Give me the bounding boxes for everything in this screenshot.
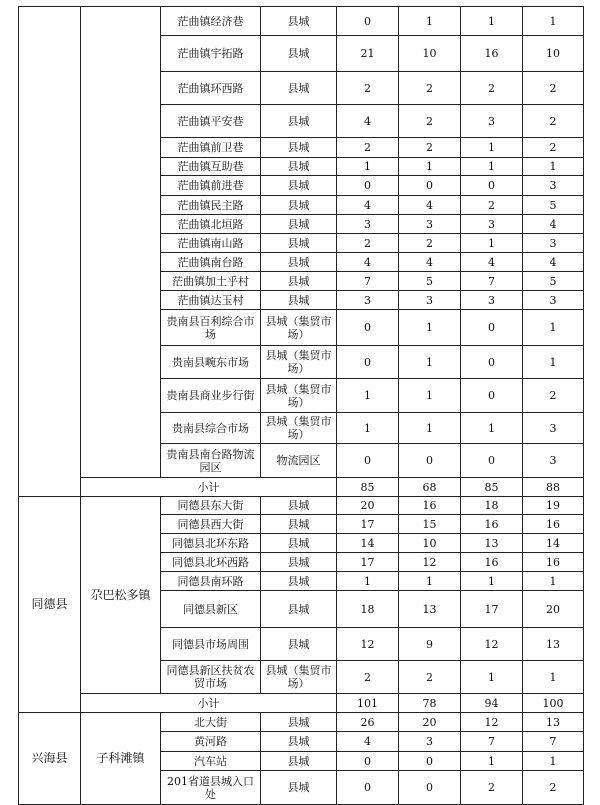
value-cell: 16 — [523, 515, 584, 534]
subtotal-value: 94 — [461, 694, 523, 713]
value-cell: 16 — [461, 36, 523, 72]
value-cell: 2 — [461, 72, 523, 105]
value-cell: 1 — [523, 346, 584, 379]
area-type-cell: 县城 — [261, 272, 337, 291]
location-cell: 同德县新区 — [161, 591, 261, 628]
value-cell: 1 — [337, 379, 399, 413]
subtotal-value: 100 — [523, 694, 584, 713]
value-cell: 12 — [337, 628, 399, 661]
value-cell: 1 — [337, 158, 399, 176]
value-cell: 1 — [461, 158, 523, 176]
area-type-cell: 县城 — [261, 105, 337, 138]
area-type-cell: 县城 — [261, 752, 337, 771]
value-cell: 12 — [461, 713, 523, 732]
value-cell: 1 — [461, 138, 523, 158]
value-cell: 3 — [399, 215, 461, 234]
subtotal-label: 小计 — [81, 478, 337, 497]
value-cell: 9 — [399, 628, 461, 661]
value-cell: 1 — [523, 158, 584, 176]
subtotal-row — [19, 694, 584, 713]
location-cell: 茫曲镇互助巷 — [161, 158, 261, 176]
location-cell: 茫曲镇南山路 — [161, 234, 261, 253]
value-cell: 2 — [461, 771, 523, 805]
location-cell: 贵南县综合市场 — [161, 413, 261, 444]
value-cell: 7 — [337, 272, 399, 291]
value-cell: 1 — [523, 661, 584, 694]
value-cell: 1 — [523, 572, 584, 591]
value-cell: 10 — [399, 36, 461, 72]
location-cell: 茫曲镇前卫巷 — [161, 138, 261, 158]
area-type-cell: 县城 — [261, 176, 337, 196]
value-cell: 18 — [461, 497, 523, 515]
location-cell: 同德县北环西路 — [161, 553, 261, 572]
area-type-cell: 县城 — [261, 591, 337, 628]
value-cell: 0 — [337, 346, 399, 379]
value-cell: 3 — [523, 444, 584, 478]
table-row — [19, 497, 584, 515]
value-cell: 16 — [461, 553, 523, 572]
area-type-cell: 县城 — [261, 732, 337, 752]
value-cell: 0 — [337, 444, 399, 478]
value-cell: 0 — [461, 444, 523, 478]
location-cell: 茫曲镇南台路 — [161, 253, 261, 272]
value-cell: 2 — [399, 138, 461, 158]
value-cell: 2 — [399, 72, 461, 105]
area-type-cell: 县城（集贸市场） — [261, 661, 337, 694]
table-row — [19, 7, 584, 36]
value-cell: 0 — [337, 752, 399, 771]
value-cell: 10 — [523, 36, 584, 72]
area-type-cell: 县城 — [261, 196, 337, 215]
location-cell: 茫曲镇加土乎村 — [161, 272, 261, 291]
value-cell: 1 — [461, 413, 523, 444]
area-type-cell: 县城 — [261, 713, 337, 732]
value-cell: 4 — [337, 105, 399, 138]
location-cell: 茫曲镇环西路 — [161, 72, 261, 105]
table-row — [19, 713, 584, 732]
location-cell: 茫曲镇经济巷 — [161, 7, 261, 36]
value-cell: 2 — [337, 661, 399, 694]
location-cell: 茫曲镇达玉村 — [161, 291, 261, 310]
value-cell: 1 — [461, 661, 523, 694]
value-cell: 2 — [523, 105, 584, 138]
value-cell: 1 — [399, 7, 461, 36]
location-cell: 同德县北环东路 — [161, 534, 261, 553]
value-cell: 1 — [461, 752, 523, 771]
value-cell: 4 — [523, 253, 584, 272]
location-cell: 同德县西大街 — [161, 515, 261, 534]
value-cell: 4 — [399, 196, 461, 215]
value-cell: 2 — [399, 234, 461, 253]
value-cell: 2 — [523, 72, 584, 105]
value-cell: 12 — [399, 553, 461, 572]
value-cell: 1 — [461, 572, 523, 591]
location-cell: 茫曲镇民主路 — [161, 196, 261, 215]
value-cell: 21 — [337, 36, 399, 72]
value-cell: 14 — [523, 534, 584, 553]
town-cell — [81, 7, 161, 478]
value-cell: 4 — [461, 253, 523, 272]
value-cell: 1 — [399, 346, 461, 379]
area-type-cell: 县城 — [261, 158, 337, 176]
town-cell: 尕巴松多镇 — [81, 497, 161, 694]
value-cell: 16 — [523, 553, 584, 572]
value-cell: 1 — [399, 413, 461, 444]
area-type-cell: 县城 — [261, 234, 337, 253]
area-type-cell: 县城 — [261, 771, 337, 805]
value-cell: 17 — [337, 553, 399, 572]
subtotal-value: 88 — [523, 478, 584, 497]
area-type-cell: 县城 — [261, 291, 337, 310]
value-cell: 13 — [461, 534, 523, 553]
value-cell: 1 — [523, 752, 584, 771]
value-cell: 5 — [523, 196, 584, 215]
location-cell: 同德县新区扶贫农贸市场 — [161, 661, 261, 694]
value-cell: 0 — [461, 379, 523, 413]
value-cell: 12 — [461, 628, 523, 661]
value-cell: 7 — [461, 732, 523, 752]
value-cell: 4 — [523, 215, 584, 234]
value-cell: 4 — [337, 196, 399, 215]
value-cell: 3 — [337, 215, 399, 234]
location-cell: 茫曲镇平安巷 — [161, 105, 261, 138]
area-type-cell: 县城 — [261, 215, 337, 234]
value-cell: 3 — [399, 291, 461, 310]
value-cell: 0 — [399, 176, 461, 196]
value-cell: 5 — [523, 272, 584, 291]
subtotal-value: 85 — [337, 478, 399, 497]
value-cell: 17 — [337, 515, 399, 534]
value-cell: 0 — [461, 346, 523, 379]
value-cell: 20 — [523, 591, 584, 628]
value-cell: 3 — [523, 413, 584, 444]
value-cell: 20 — [337, 497, 399, 515]
value-cell: 0 — [337, 176, 399, 196]
value-cell: 17 — [461, 591, 523, 628]
county-cell — [19, 7, 81, 497]
subtotal-row — [19, 478, 584, 497]
area-type-cell: 县城（集贸市场） — [261, 346, 337, 379]
area-type-cell: 县城 — [261, 515, 337, 534]
area-type-cell: 县城 — [261, 36, 337, 72]
value-cell: 3 — [461, 105, 523, 138]
value-cell: 2 — [337, 234, 399, 253]
area-type-cell: 县城 — [261, 7, 337, 36]
area-type-cell: 县城（集贸市场） — [261, 310, 337, 346]
value-cell: 4 — [337, 732, 399, 752]
value-cell: 3 — [523, 176, 584, 196]
value-cell: 1 — [399, 310, 461, 346]
value-cell: 0 — [461, 176, 523, 196]
value-cell: 1 — [399, 572, 461, 591]
location-cell: 贵南县商业步行街 — [161, 379, 261, 413]
value-cell: 0 — [337, 771, 399, 805]
location-cell: 同德县市场周围 — [161, 628, 261, 661]
value-cell: 0 — [399, 752, 461, 771]
value-cell: 1 — [523, 7, 584, 36]
value-cell: 18 — [337, 591, 399, 628]
area-type-cell: 物流园区 — [261, 444, 337, 478]
subtotal-value: 68 — [399, 478, 461, 497]
town-cell: 子科滩镇 — [81, 713, 161, 805]
value-cell: 0 — [337, 7, 399, 36]
value-cell: 10 — [399, 534, 461, 553]
value-cell: 0 — [399, 771, 461, 805]
location-cell: 贵南县百利综合市场 — [161, 310, 261, 346]
value-cell: 1 — [399, 379, 461, 413]
value-cell: 4 — [399, 253, 461, 272]
location-cell: 黄河路 — [161, 732, 261, 752]
location-cell: 贵南县南台路物流园区 — [161, 444, 261, 478]
value-cell: 2 — [337, 72, 399, 105]
location-cell: 北大街 — [161, 713, 261, 732]
county-cell: 兴海县 — [19, 713, 81, 805]
value-cell: 1 — [337, 572, 399, 591]
value-cell: 20 — [399, 713, 461, 732]
value-cell: 13 — [399, 591, 461, 628]
table-body — [19, 7, 584, 805]
value-cell: 15 — [399, 515, 461, 534]
value-cell: 0 — [399, 444, 461, 478]
area-type-cell: 县城 — [261, 497, 337, 515]
location-cell: 茫曲镇北垣路 — [161, 215, 261, 234]
value-cell: 3 — [461, 291, 523, 310]
value-cell: 0 — [461, 310, 523, 346]
value-cell: 2 — [523, 771, 584, 805]
area-type-cell: 县城 — [261, 253, 337, 272]
location-cell: 茫曲镇前进巷 — [161, 176, 261, 196]
value-cell: 19 — [523, 497, 584, 515]
value-cell: 2 — [523, 379, 584, 413]
location-cell: 贵南县畹东市场 — [161, 346, 261, 379]
value-cell: 4 — [337, 253, 399, 272]
value-cell: 16 — [399, 497, 461, 515]
subtotal-value: 101 — [337, 694, 399, 713]
area-type-cell: 县城 — [261, 572, 337, 591]
location-cell: 茫曲镇宇拓路 — [161, 36, 261, 72]
value-cell: 2 — [337, 138, 399, 158]
subtotal-value: 85 — [461, 478, 523, 497]
county-cell: 同德县 — [19, 497, 81, 713]
area-type-cell: 县城 — [261, 72, 337, 105]
area-type-cell: 县城 — [261, 534, 337, 553]
value-cell: 2 — [523, 138, 584, 158]
value-cell: 1 — [337, 413, 399, 444]
subtotal-label: 小计 — [81, 694, 337, 713]
value-cell: 0 — [337, 310, 399, 346]
value-cell: 7 — [523, 732, 584, 752]
area-type-cell: 县城（集贸市场） — [261, 413, 337, 444]
area-type-cell: 县城 — [261, 628, 337, 661]
value-cell: 16 — [461, 515, 523, 534]
value-cell: 14 — [337, 534, 399, 553]
value-cell: 5 — [399, 272, 461, 291]
value-cell: 26 — [337, 713, 399, 732]
value-cell: 1 — [461, 7, 523, 36]
value-cell: 13 — [523, 713, 584, 732]
value-cell: 1 — [399, 158, 461, 176]
value-cell: 3 — [461, 215, 523, 234]
area-type-cell: 县城 — [261, 553, 337, 572]
value-cell: 3 — [337, 291, 399, 310]
value-cell: 7 — [461, 272, 523, 291]
location-cell: 同德县东大街 — [161, 497, 261, 515]
value-cell: 1 — [523, 310, 584, 346]
value-cell: 13 — [523, 628, 584, 661]
value-cell: 3 — [523, 234, 584, 253]
location-cell: 201省道县城入口处 — [161, 771, 261, 805]
area-type-cell: 县城（集贸市场） — [261, 379, 337, 413]
value-cell: 2 — [399, 661, 461, 694]
value-cell: 2 — [399, 105, 461, 138]
value-cell: 3 — [523, 291, 584, 310]
value-cell: 2 — [461, 196, 523, 215]
subtotal-value: 78 — [399, 694, 461, 713]
value-cell: 3 — [399, 732, 461, 752]
location-cell: 汽车站 — [161, 752, 261, 771]
location-cell: 同德县南环路 — [161, 572, 261, 591]
statistics-table — [18, 6, 584, 805]
value-cell: 1 — [461, 234, 523, 253]
area-type-cell: 县城 — [261, 138, 337, 158]
